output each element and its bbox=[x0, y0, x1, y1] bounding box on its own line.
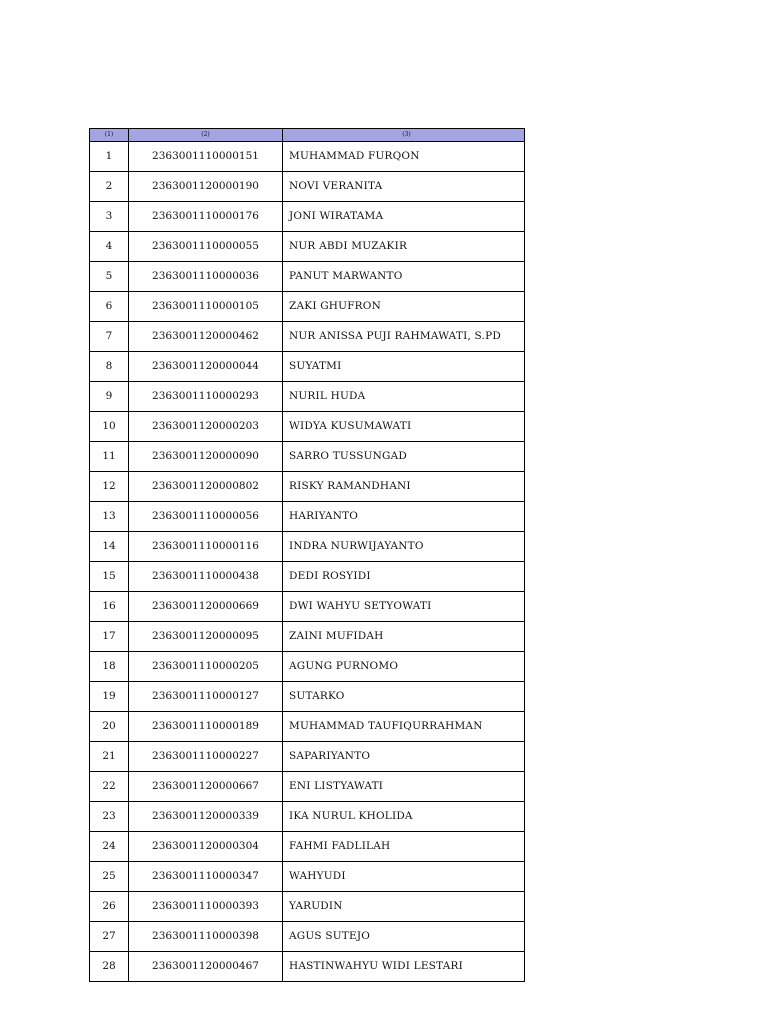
table-row bbox=[90, 952, 525, 982]
row-id-cell: 2363001110000105 bbox=[129, 292, 283, 322]
row-number-cell: 16 bbox=[90, 592, 129, 622]
row-name-cell: SUTARKO bbox=[283, 682, 525, 712]
table-row bbox=[90, 622, 525, 652]
row-number-cell: 19 bbox=[90, 682, 129, 712]
row-number-cell: 14 bbox=[90, 532, 129, 562]
table-row bbox=[90, 562, 525, 592]
row-number-cell: 25 bbox=[90, 862, 129, 892]
table-row bbox=[90, 172, 525, 202]
table-row bbox=[90, 502, 525, 532]
table-row bbox=[90, 742, 525, 772]
row-id-cell: 2363001120000467 bbox=[129, 952, 283, 982]
row-name-cell: NUR ANISSA PUJI RAHMAWATI, S.PD bbox=[283, 322, 525, 352]
column-header-number: (1) bbox=[90, 129, 129, 142]
row-id-cell: 2363001120000339 bbox=[129, 802, 283, 832]
table-row bbox=[90, 862, 525, 892]
row-name-cell: SARRO TUSSUNGAD bbox=[283, 442, 525, 472]
column-header-name: (3) bbox=[283, 129, 525, 142]
table-row bbox=[90, 202, 525, 232]
row-name-cell: DEDI ROSYIDI bbox=[283, 562, 525, 592]
row-name-cell: DWI WAHYU SETYOWATI bbox=[283, 592, 525, 622]
row-name-cell: NUR ABDI MUZAKIR bbox=[283, 232, 525, 262]
row-number-cell: 17 bbox=[90, 622, 129, 652]
row-name-cell: MUHAMMAD TAUFIQURRAHMAN bbox=[283, 712, 525, 742]
row-name-cell: ENI LISTYAWATI bbox=[283, 772, 525, 802]
table-row bbox=[90, 922, 525, 952]
table-row bbox=[90, 382, 525, 412]
row-id-cell: 2363001120000044 bbox=[129, 352, 283, 382]
row-name-cell: SAPARIYANTO bbox=[283, 742, 525, 772]
row-id-cell: 2363001110000227 bbox=[129, 742, 283, 772]
table-row bbox=[90, 772, 525, 802]
row-name-cell: AGUNG PURNOMO bbox=[283, 652, 525, 682]
row-number-cell: 3 bbox=[90, 202, 129, 232]
row-number-cell: 28 bbox=[90, 952, 129, 982]
row-id-cell: 2363001120000190 bbox=[129, 172, 283, 202]
row-number-cell: 20 bbox=[90, 712, 129, 742]
row-id-cell: 2363001110000393 bbox=[129, 892, 283, 922]
row-id-cell: 2363001120000462 bbox=[129, 322, 283, 352]
row-name-cell: NOVI VERANITA bbox=[283, 172, 525, 202]
table-row bbox=[90, 262, 525, 292]
row-id-cell: 2363001110000438 bbox=[129, 562, 283, 592]
row-number-cell: 13 bbox=[90, 502, 129, 532]
table-body bbox=[90, 142, 525, 982]
row-name-cell: AGUS SUTEJO bbox=[283, 922, 525, 952]
row-id-cell: 2363001120000669 bbox=[129, 592, 283, 622]
row-id-cell: 2363001120000203 bbox=[129, 412, 283, 442]
row-id-cell: 2363001120000090 bbox=[129, 442, 283, 472]
row-name-cell: NURIL HUDA bbox=[283, 382, 525, 412]
row-number-cell: 6 bbox=[90, 292, 129, 322]
row-id-cell: 2363001120000667 bbox=[129, 772, 283, 802]
row-id-cell: 2363001110000151 bbox=[129, 142, 283, 172]
row-name-cell: ZAKI GHUFRON bbox=[283, 292, 525, 322]
row-number-cell: 24 bbox=[90, 832, 129, 862]
table-row bbox=[90, 892, 525, 922]
row-name-cell: MUHAMMAD FURQON bbox=[283, 142, 525, 172]
row-name-cell: WAHYUDI bbox=[283, 862, 525, 892]
row-number-cell: 7 bbox=[90, 322, 129, 352]
row-id-cell: 2363001110000056 bbox=[129, 502, 283, 532]
row-id-cell: 2363001120000802 bbox=[129, 472, 283, 502]
row-id-cell: 2363001110000189 bbox=[129, 712, 283, 742]
column-header-id: (2) bbox=[129, 129, 283, 142]
row-number-cell: 10 bbox=[90, 412, 129, 442]
row-name-cell: ZAINI MUFIDAH bbox=[283, 622, 525, 652]
row-number-cell: 8 bbox=[90, 352, 129, 382]
table-header-row bbox=[90, 129, 525, 142]
row-name-cell: WIDYA KUSUMAWATI bbox=[283, 412, 525, 442]
table-row bbox=[90, 712, 525, 742]
row-name-cell: RISKY RAMANDHANI bbox=[283, 472, 525, 502]
row-number-cell: 15 bbox=[90, 562, 129, 592]
row-number-cell: 27 bbox=[90, 922, 129, 952]
row-number-cell: 26 bbox=[90, 892, 129, 922]
table-row bbox=[90, 322, 525, 352]
row-name-cell: FAHMI FADLILAH bbox=[283, 832, 525, 862]
row-name-cell: PANUT MARWANTO bbox=[283, 262, 525, 292]
row-name-cell: JONI WIRATAMA bbox=[283, 202, 525, 232]
row-name-cell: HARIYANTO bbox=[283, 502, 525, 532]
row-number-cell: 18 bbox=[90, 652, 129, 682]
row-id-cell: 2363001110000036 bbox=[129, 262, 283, 292]
table-row bbox=[90, 412, 525, 442]
row-number-cell: 9 bbox=[90, 382, 129, 412]
table-row bbox=[90, 442, 525, 472]
row-number-cell: 23 bbox=[90, 802, 129, 832]
participant-table bbox=[89, 128, 525, 982]
table-row bbox=[90, 142, 525, 172]
row-name-cell: INDRA NURWIJAYANTO bbox=[283, 532, 525, 562]
row-number-cell: 21 bbox=[90, 742, 129, 772]
table-row bbox=[90, 532, 525, 562]
row-name-cell: HASTINWAHYU WIDI LESTARI bbox=[283, 952, 525, 982]
row-id-cell: 2363001110000116 bbox=[129, 532, 283, 562]
table-row bbox=[90, 352, 525, 382]
table-row bbox=[90, 232, 525, 262]
row-number-cell: 1 bbox=[90, 142, 129, 172]
table-row bbox=[90, 802, 525, 832]
row-number-cell: 2 bbox=[90, 172, 129, 202]
row-name-cell: SUYATMI bbox=[283, 352, 525, 382]
row-id-cell: 2363001110000347 bbox=[129, 862, 283, 892]
row-id-cell: 2363001110000055 bbox=[129, 232, 283, 262]
row-number-cell: 11 bbox=[90, 442, 129, 472]
table-row bbox=[90, 592, 525, 622]
table-row bbox=[90, 832, 525, 862]
row-number-cell: 5 bbox=[90, 262, 129, 292]
row-name-cell: IKA NURUL KHOLIDA bbox=[283, 802, 525, 832]
table-row bbox=[90, 652, 525, 682]
row-id-cell: 2363001110000293 bbox=[129, 382, 283, 412]
row-id-cell: 2363001110000127 bbox=[129, 682, 283, 712]
row-id-cell: 2363001120000095 bbox=[129, 622, 283, 652]
row-id-cell: 2363001110000205 bbox=[129, 652, 283, 682]
row-id-cell: 2363001110000176 bbox=[129, 202, 283, 232]
row-number-cell: 12 bbox=[90, 472, 129, 502]
table-row bbox=[90, 472, 525, 502]
row-id-cell: 2363001110000398 bbox=[129, 922, 283, 952]
row-number-cell: 22 bbox=[90, 772, 129, 802]
row-id-cell: 2363001120000304 bbox=[129, 832, 283, 862]
row-number-cell: 4 bbox=[90, 232, 129, 262]
table-row bbox=[90, 292, 525, 322]
table-row bbox=[90, 682, 525, 712]
row-name-cell: YARUDIN bbox=[283, 892, 525, 922]
